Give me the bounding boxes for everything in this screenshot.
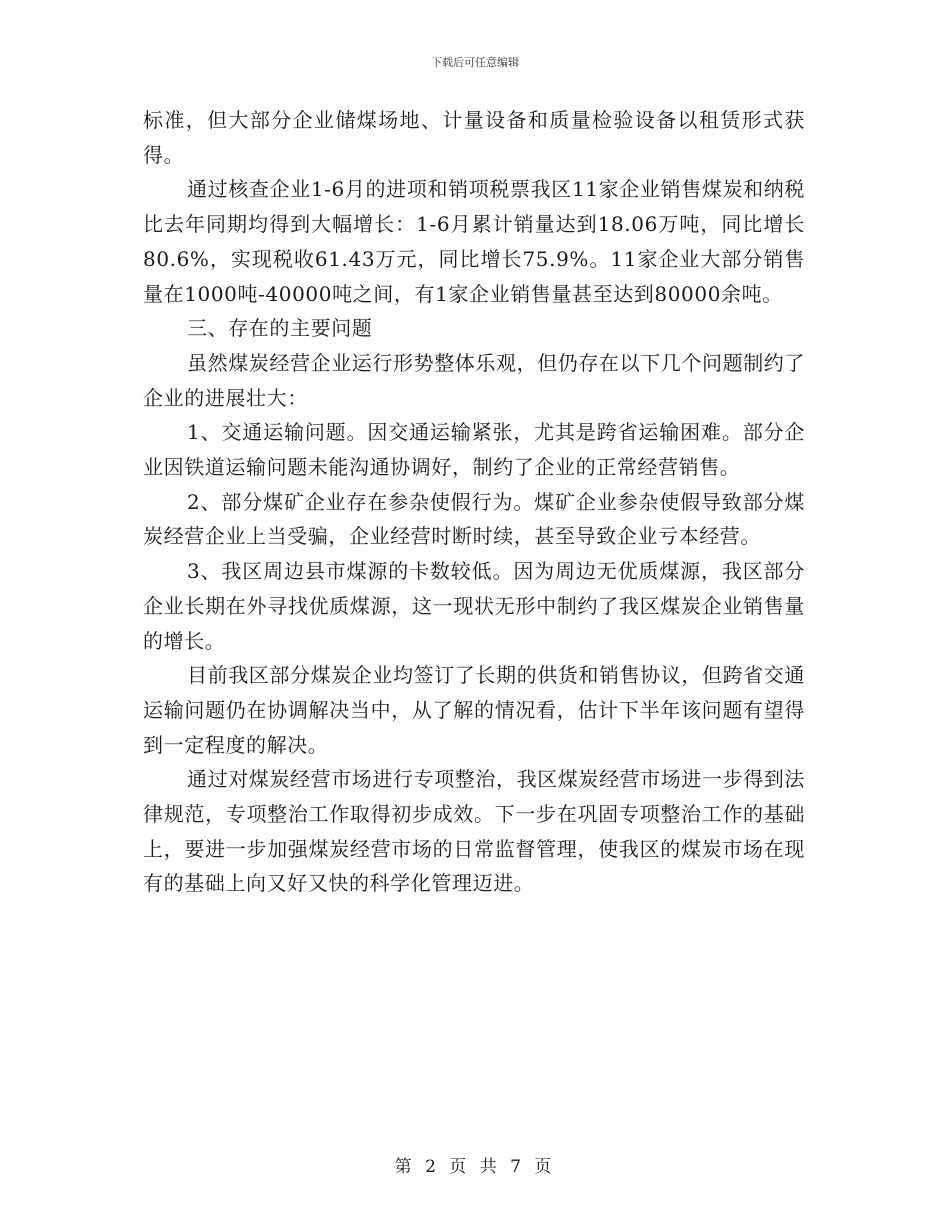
document-body (143, 103, 805, 901)
page-header: 下载后可任意编辑 (431, 56, 519, 69)
paragraph-problem-transport: 1、交通运输问题。因交通运输紧张，尤其是跨省运输困难。部分企业因铁道运输问题未能沟通协调好，制约了企业的正常经营销售。 (143, 420, 805, 480)
paragraph-sales-stats: 通过核查企业1-6月的进项和销项税票我区11家企业销售煤炭和纳税比去年同期均得到大幅增长：1-6月累计销量达到18.06万吨，同比增长80.6%，实现税收61.43万元，同比增长75.9%。11家企业大部分销售量在1000吨-40000吨之间，有1家企业销售量甚至达到80000余吨。 (143, 177, 805, 306)
page-number: 第 2 页 共 7 页 (394, 1157, 556, 1177)
paragraph-continuation: 标准，但大部分企业储煤场地、计量设备和质量检验设备以租赁形式获得。 (143, 108, 805, 167)
paragraph-problem-adulteration: 2、部分煤矿企业存在参杂使假行为。煤矿企业参杂使假导致部分煤炭经营企业上当受骗，企业经营时断时续，甚至导致企业亏本经营。 (143, 489, 805, 549)
section-heading-main-problems: 三、存在的主要问题 (187, 316, 373, 341)
paragraph-conclusion: 通过对煤炭经营市场进行专项整治，我区煤炭经营市场进一步得到法律规范，专项整治工作取得初步成效。下一步在巩固专项整治工作的基础上，要进一步加强煤炭经营市场的日常监督管理，使我区的煤炭市场在现有的基础上向又好又快的科学化管理迈进。 (143, 767, 805, 896)
paragraph-problems-intro: 虽然煤炭经营企业运行形势整体乐观，但仍存在以下几个问题制约了企业的进展壮大： (143, 350, 805, 410)
paragraph-problem-coal-quality: 3、我区周边县市煤源的卡数较低。因为周边无优质煤源，我区部分企业长期在外寻找优质煤源，这一现状无形中制约了我区煤炭企业销售量的增长。 (143, 559, 805, 653)
paragraph-agreements: 目前我区部分煤炭企业均签订了长期的供货和销售协议，但跨省交通运输问题仍在协调解决当中，从了解的情况看，估计下半年该问题有望得到一定程度的解决。 (143, 663, 805, 757)
